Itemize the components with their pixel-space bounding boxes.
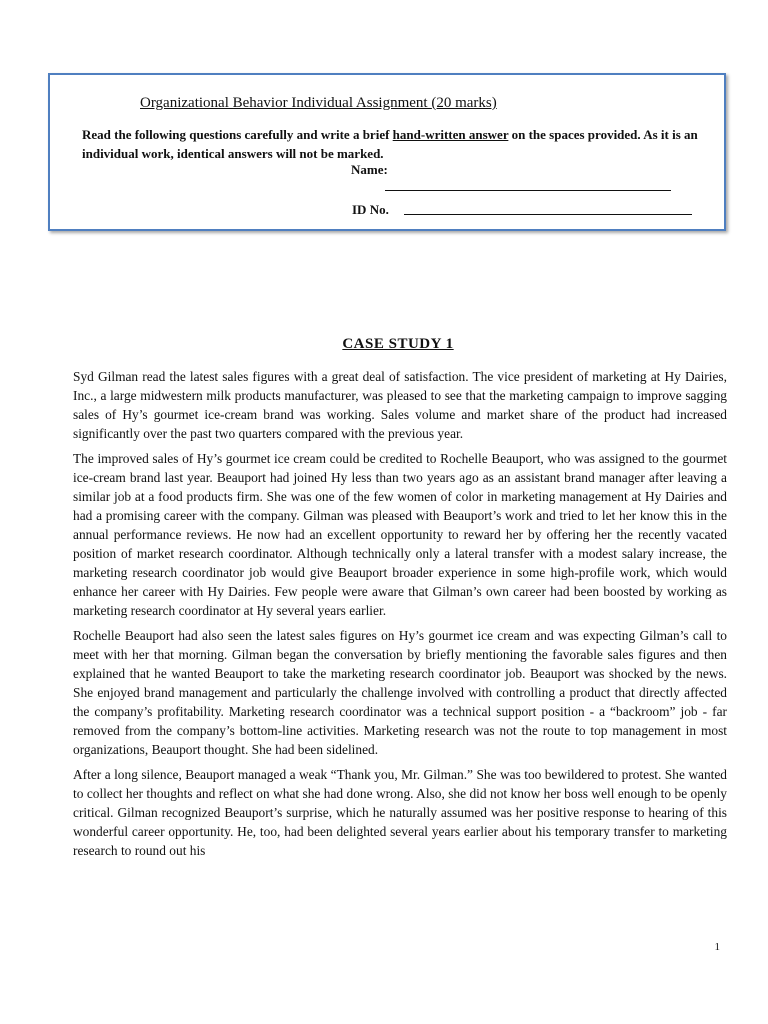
- name-answer-line: [385, 190, 671, 191]
- assignment-title-marks: (20 marks): [431, 95, 497, 111]
- id-field-label: ID No.: [352, 202, 389, 217]
- assignment-title: [140, 95, 497, 112]
- instructions-underlined-text: hand-written answer: [392, 127, 509, 142]
- assignment-title-text: Organizational Behavior Individual Assignment: [140, 95, 432, 111]
- case-study-paragraph-3: Rochelle Beauport had also seen the latest sales figures on Hy’s gourmet ice cream and was expecting Gilman’s call to meet with her that morning. Gilman began the conversation by briefly mentioning the favorable sales figures and then explained that he wanted Beauport to take the marketing research coordinator job. Beauport was shocked by the news. She enjoyed brand management and particularly the challenge involved with controlling a product that directly affected the company’s profitability. Marketing research coordinator was a technical support position - a “backroom” job - far removed from the company’s bottom-line activities. Marketing research was not the route to top management in most organizations, Beauport thought. She had been sidelined.: [73, 628, 727, 757]
- id-answer-line: [404, 214, 692, 215]
- assignment-instructions: [82, 125, 702, 163]
- case-study-paragraph-4: After a long silence, Beauport managed a weak “Thank you, Mr. Gilman.” She was too bewildered to protest. She wanted to collect her thoughts and reflect on what she had done wrong. Also, she did not know her boss well enough to be openly critical. Gilman recognized Beauport’s surprise, which he naturally assumed was her positive response to hearing of this wonderful career opportunity. He, too, had been delighted several years earlier about his temporary transfer to marketing research to round out his: [73, 767, 727, 858]
- case-study-title: CASE STUDY 1: [342, 336, 454, 352]
- name-field-label: Name:: [351, 162, 388, 177]
- case-study-paragraph-2: The improved sales of Hy’s gourmet ice cream could be credited to Rochelle Beauport, who was assigned to the gourmet ice-cream brand last year. Beauport had joined Hy less than two years ago as an assistant brand manager after leaving a similar job at a food products firm. She was one of the few women of color in marketing management at Hy Dairies and had a promising career with the company. Gilman was pleased with Beauport’s work and tried to let her know this in the annual performance reviews. He now had an excellent opportunity to reward her by offering her the recently vacated position of market research coordinator. Although technically only a lateral transfer with a modest salary increase, the marketing research coordinator job would give Beauport broader experience in some high-profile work, which would enhance her career with Hy Dairies. Few people were aware that Gilman’s own career had been boosted by working as marketing research coordinator at Hy several years earlier.: [73, 451, 727, 618]
- instructions-text-start: Read the following questions carefully and write a brief: [82, 127, 393, 142]
- case-study-paragraph-1: Syd Gilman read the latest sales figures with a great deal of satisfaction. The vice president of marketing at Hy Dairies, Inc., a large midwestern milk products manufacturer, was pleased to see that the marketing campaign to improve sagging sales of Hy’s gourmet ice-cream brand was working. Sales volume and market share of the product had increased significantly over the past two quarters compared with the previous year.: [73, 369, 727, 441]
- case-study-body: [73, 367, 727, 866]
- instructions-text-end: on the spaces provided. As it is an individual work, identical answers will not be marked.: [82, 127, 698, 161]
- page-number: 1: [714, 941, 720, 953]
